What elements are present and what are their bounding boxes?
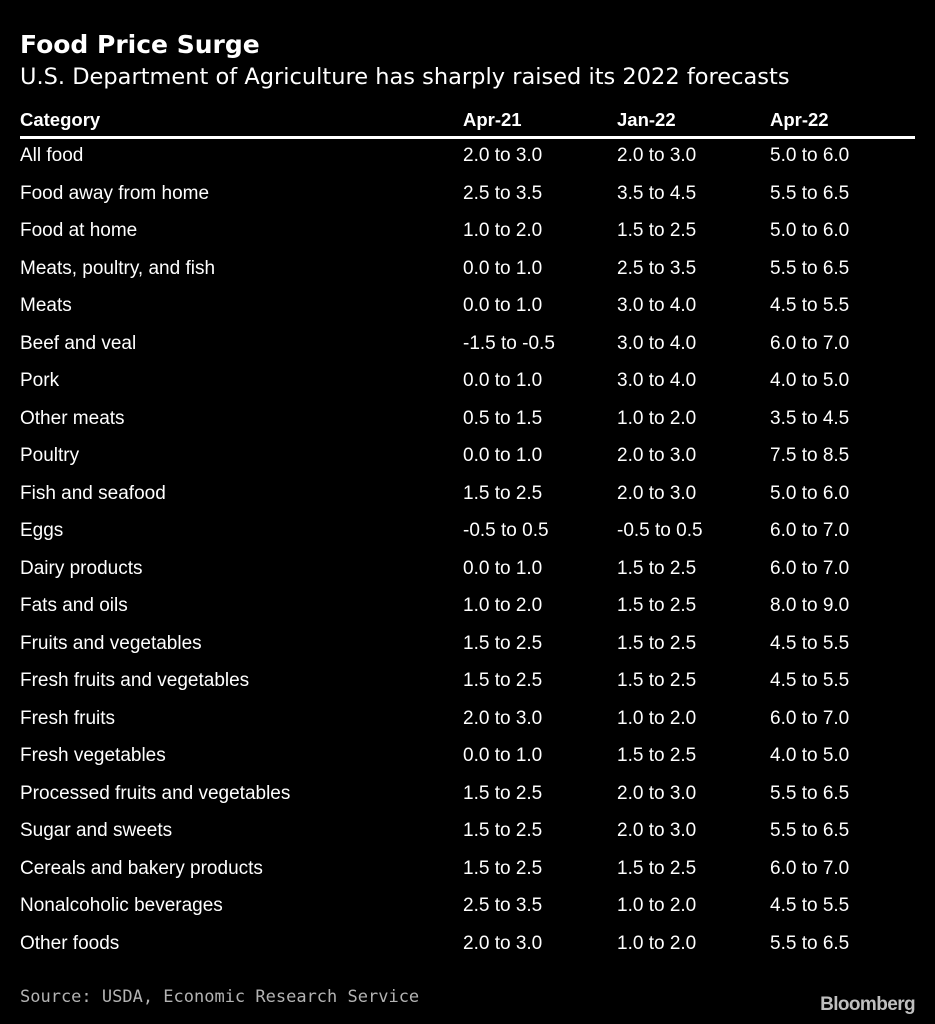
cell-jan-22: 2.5 to 3.5 bbox=[617, 257, 697, 279]
cell-category: Food at home bbox=[20, 220, 138, 241]
cell-apr-21: 0.0 to 1.0 bbox=[463, 257, 543, 279]
cell-category: Other foods bbox=[20, 932, 120, 954]
cell-apr-22: 7.5 to 8.5 bbox=[770, 445, 850, 466]
column-header-category: Category bbox=[20, 109, 101, 130]
cell-apr-22: 5.0 to 6.0 bbox=[770, 145, 850, 166]
cell-jan-22: 1.0 to 2.0 bbox=[617, 407, 697, 429]
cell-apr-21: -0.5 to 0.5 bbox=[463, 520, 549, 541]
table-row bbox=[20, 477, 915, 515]
table-row bbox=[20, 439, 915, 477]
cell-jan-22: 1.0 to 2.0 bbox=[617, 707, 697, 729]
cell-jan-22: 1.5 to 2.5 bbox=[617, 670, 697, 691]
cell-jan-22: 1.0 to 2.0 bbox=[617, 932, 697, 954]
cell-apr-22: 6.0 to 7.0 bbox=[770, 707, 850, 729]
cell-jan-22: 2.0 to 3.0 bbox=[617, 445, 697, 466]
forecast-table bbox=[20, 103, 915, 964]
cell-apr-22: 5.5 to 6.5 bbox=[770, 820, 850, 841]
table-row bbox=[20, 739, 915, 777]
cell-apr-22: 4.5 to 5.5 bbox=[770, 895, 850, 916]
cell-category: Fresh fruits bbox=[20, 707, 116, 729]
column-header-apr-22: Apr-22 bbox=[770, 109, 829, 130]
cell-apr-21: 2.0 to 3.0 bbox=[463, 707, 543, 729]
table-row bbox=[20, 927, 915, 965]
cell-apr-21: 0.5 to 1.5 bbox=[463, 407, 543, 429]
table-row bbox=[20, 177, 915, 215]
table-header-row bbox=[20, 103, 915, 139]
cell-category: Fats and oils bbox=[20, 595, 128, 616]
cell-apr-22: 6.0 to 7.0 bbox=[770, 520, 850, 541]
cell-category: Sugar and sweets bbox=[20, 820, 173, 841]
cell-jan-22: 3.0 to 4.0 bbox=[617, 370, 697, 391]
cell-apr-22: 6.0 to 7.0 bbox=[770, 332, 850, 354]
table-row bbox=[20, 777, 915, 815]
cell-jan-22: 2.0 to 3.0 bbox=[617, 782, 697, 804]
bloomberg-logo: Bloomberg bbox=[820, 994, 915, 1015]
table-row bbox=[20, 664, 915, 702]
cell-jan-22: 1.5 to 2.5 bbox=[617, 632, 697, 654]
cell-category: Fresh fruits and vegetables bbox=[20, 670, 250, 691]
cell-apr-22: 5.5 to 6.5 bbox=[770, 257, 850, 279]
cell-apr-21: -1.5 to -0.5 bbox=[463, 332, 555, 354]
cell-category: Meats, poultry, and fish bbox=[20, 257, 216, 279]
table-row bbox=[20, 214, 915, 252]
cell-jan-22: -0.5 to 0.5 bbox=[617, 520, 703, 541]
cell-apr-21: 0.0 to 1.0 bbox=[463, 370, 543, 391]
cell-category: Nonalcoholic beverages bbox=[20, 895, 223, 916]
cell-apr-21: 1.0 to 2.0 bbox=[463, 595, 543, 616]
cell-category: All food bbox=[20, 145, 84, 166]
table-row bbox=[20, 252, 915, 290]
cell-apr-21: 0.0 to 1.0 bbox=[463, 745, 543, 766]
cell-apr-22: 5.0 to 6.0 bbox=[770, 482, 850, 504]
cell-category: Cereals and bakery products bbox=[20, 857, 263, 879]
table-row bbox=[20, 514, 915, 552]
cell-category: Food away from home bbox=[20, 182, 210, 204]
column-header-jan-22: Jan-22 bbox=[617, 109, 676, 130]
cell-apr-21: 2.0 to 3.0 bbox=[463, 145, 543, 166]
table-row bbox=[20, 852, 915, 890]
cell-jan-22: 3.0 to 4.0 bbox=[617, 332, 697, 354]
cell-category: Pork bbox=[20, 370, 60, 391]
cell-apr-21: 0.0 to 1.0 bbox=[463, 557, 543, 579]
table-row bbox=[20, 702, 915, 740]
column-header-apr-21: Apr-21 bbox=[463, 109, 522, 130]
cell-category: Meats bbox=[20, 295, 72, 316]
cell-apr-21: 1.5 to 2.5 bbox=[463, 482, 543, 504]
cell-apr-22: 5.0 to 6.0 bbox=[770, 220, 850, 241]
cell-apr-22: 4.5 to 5.5 bbox=[770, 295, 850, 316]
cell-apr-22: 4.0 to 5.0 bbox=[770, 745, 850, 766]
cell-apr-22: 8.0 to 9.0 bbox=[770, 595, 850, 616]
cell-category: Fruits and vegetables bbox=[20, 632, 202, 654]
cell-category: Fish and seafood bbox=[20, 482, 166, 504]
cell-category: Other meats bbox=[20, 407, 125, 429]
cell-category: Eggs bbox=[20, 520, 64, 541]
cell-jan-22: 1.0 to 2.0 bbox=[617, 895, 697, 916]
cell-apr-21: 1.5 to 2.5 bbox=[463, 632, 543, 654]
source-note: Source: USDA, Economic Research Service bbox=[20, 987, 420, 1007]
table-row bbox=[20, 364, 915, 402]
cell-jan-22: 1.5 to 2.5 bbox=[617, 220, 697, 241]
cell-jan-22: 2.0 to 3.0 bbox=[617, 820, 697, 841]
table-row bbox=[20, 402, 915, 440]
cell-apr-21: 2.5 to 3.5 bbox=[463, 182, 543, 204]
cell-jan-22: 2.0 to 3.0 bbox=[617, 482, 697, 504]
cell-apr-22: 6.0 to 7.0 bbox=[770, 857, 850, 879]
cell-apr-21: 1.5 to 2.5 bbox=[463, 670, 543, 691]
cell-category: Poultry bbox=[20, 445, 80, 466]
table-row bbox=[20, 139, 915, 177]
chart-title: Food Price Surge bbox=[20, 30, 260, 59]
cell-category: Fresh vegetables bbox=[20, 745, 166, 766]
cell-apr-21: 1.5 to 2.5 bbox=[463, 857, 543, 879]
cell-category: Processed fruits and vegetables bbox=[20, 782, 291, 804]
cell-apr-22: 5.5 to 6.5 bbox=[770, 932, 850, 954]
cell-jan-22: 1.5 to 2.5 bbox=[617, 557, 697, 579]
cell-apr-21: 1.5 to 2.5 bbox=[463, 820, 543, 841]
table-body bbox=[20, 139, 915, 964]
cell-jan-22: 3.0 to 4.0 bbox=[617, 295, 697, 316]
cell-category: Beef and veal bbox=[20, 332, 137, 354]
table-row bbox=[20, 589, 915, 627]
cell-apr-21: 1.0 to 2.0 bbox=[463, 220, 543, 241]
cell-apr-21: 2.5 to 3.5 bbox=[463, 895, 543, 916]
cell-jan-22: 1.5 to 2.5 bbox=[617, 745, 697, 766]
cell-jan-22: 1.5 to 2.5 bbox=[617, 857, 697, 879]
cell-apr-22: 5.5 to 6.5 bbox=[770, 182, 850, 204]
chart-subtitle: U.S. Department of Agriculture has sharply raised its 2022 forecasts bbox=[20, 64, 790, 90]
cell-apr-22: 4.5 to 5.5 bbox=[770, 670, 850, 691]
cell-apr-22: 4.5 to 5.5 bbox=[770, 632, 850, 654]
cell-apr-21: 1.5 to 2.5 bbox=[463, 782, 543, 804]
table-row bbox=[20, 889, 915, 927]
cell-jan-22: 2.0 to 3.0 bbox=[617, 145, 697, 166]
cell-category: Dairy products bbox=[20, 557, 143, 579]
cell-apr-21: 0.0 to 1.0 bbox=[463, 445, 543, 466]
cell-apr-22: 4.0 to 5.0 bbox=[770, 370, 850, 391]
cell-apr-21: 0.0 to 1.0 bbox=[463, 295, 543, 316]
cell-jan-22: 3.5 to 4.5 bbox=[617, 182, 697, 204]
cell-apr-22: 5.5 to 6.5 bbox=[770, 782, 850, 804]
table-row bbox=[20, 289, 915, 327]
table-row bbox=[20, 552, 915, 590]
table-row bbox=[20, 327, 915, 365]
table-row bbox=[20, 627, 915, 665]
cell-apr-22: 3.5 to 4.5 bbox=[770, 407, 850, 429]
table-row bbox=[20, 814, 915, 852]
cell-apr-21: 2.0 to 3.0 bbox=[463, 932, 543, 954]
cell-jan-22: 1.5 to 2.5 bbox=[617, 595, 697, 616]
cell-apr-22: 6.0 to 7.0 bbox=[770, 557, 850, 579]
